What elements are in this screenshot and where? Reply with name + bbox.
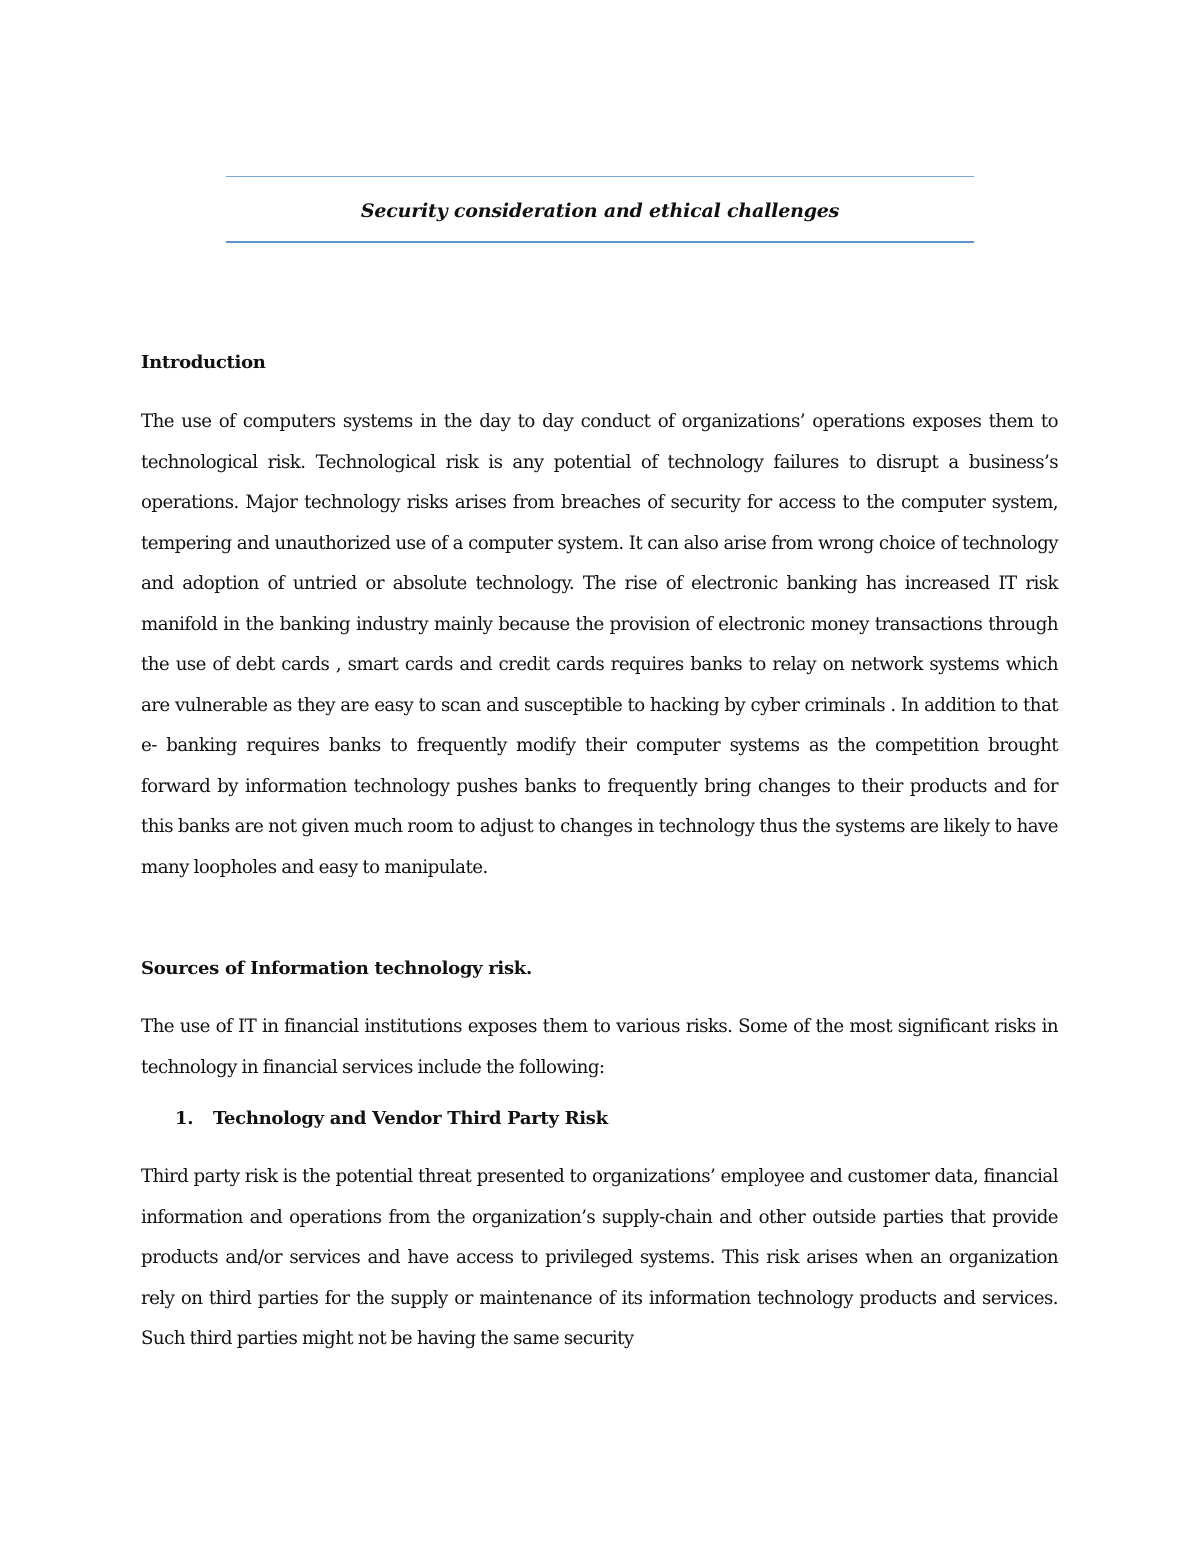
- list-item-number: 1.: [175, 1108, 194, 1129]
- third-party-risk-paragraph: Third party risk is the potential threat presented to organizations’ employee and customer data, financial information and operations from the organization’s supply-chain and other outside parties that provide products and/or services and have access to privileged systems. This risk arises when an organization rely on third parties for the supply or maintenance of its information technology products and services. Such third parties might not be having the same security: [141, 1166, 1058, 1349]
- introduction-heading: Introduction: [141, 352, 266, 373]
- introduction-paragraph: The use of computers systems in the day to day conduct of organizations’ operations exposes them to technological risk. Technological risk is any potential of technology failures to disrupt a business’s operations. Major technology risks arises from breaches of security for access to the computer system, tempering and unauthorized use of a computer system. It can also arise from wrong choice of technology and adoption of untried or absolute technology. The rise of electronic banking has increased IT risk manifold in the banking industry mainly because the provision of electronic money transactions through the use of debt cards , smart cards and credit cards requires banks to relay on network systems which are vulnerable as they are easy to scan and susceptible to hacking by cyber criminals . In addition to that e- banking requires banks to frequently modify their computer systems as the competition brought forward by information technology pushes banks to frequently bring changes to their products and for this banks are not given much room to adjust to changes in technology thus the systems are likely to have many loopholes and easy to manipulate.: [141, 411, 1058, 878]
- title-top-rule: [226, 176, 974, 177]
- title-block: [226, 176, 974, 246]
- sources-heading: Sources of Information technology risk.: [141, 958, 532, 979]
- list-item-title: Technology and Vendor Third Party Risk: [213, 1108, 608, 1129]
- document-body: [141, 348, 1058, 1360]
- title-bottom-rule: [226, 241, 974, 243]
- list-item-heading: [141, 1104, 1058, 1134]
- document-title: Security consideration and ethical challenges: [360, 200, 840, 222]
- sources-paragraph: The use of IT in financial institutions exposes them to various risks. Some of the most significant risks in technology in financial services include the following:: [141, 1016, 1058, 1078]
